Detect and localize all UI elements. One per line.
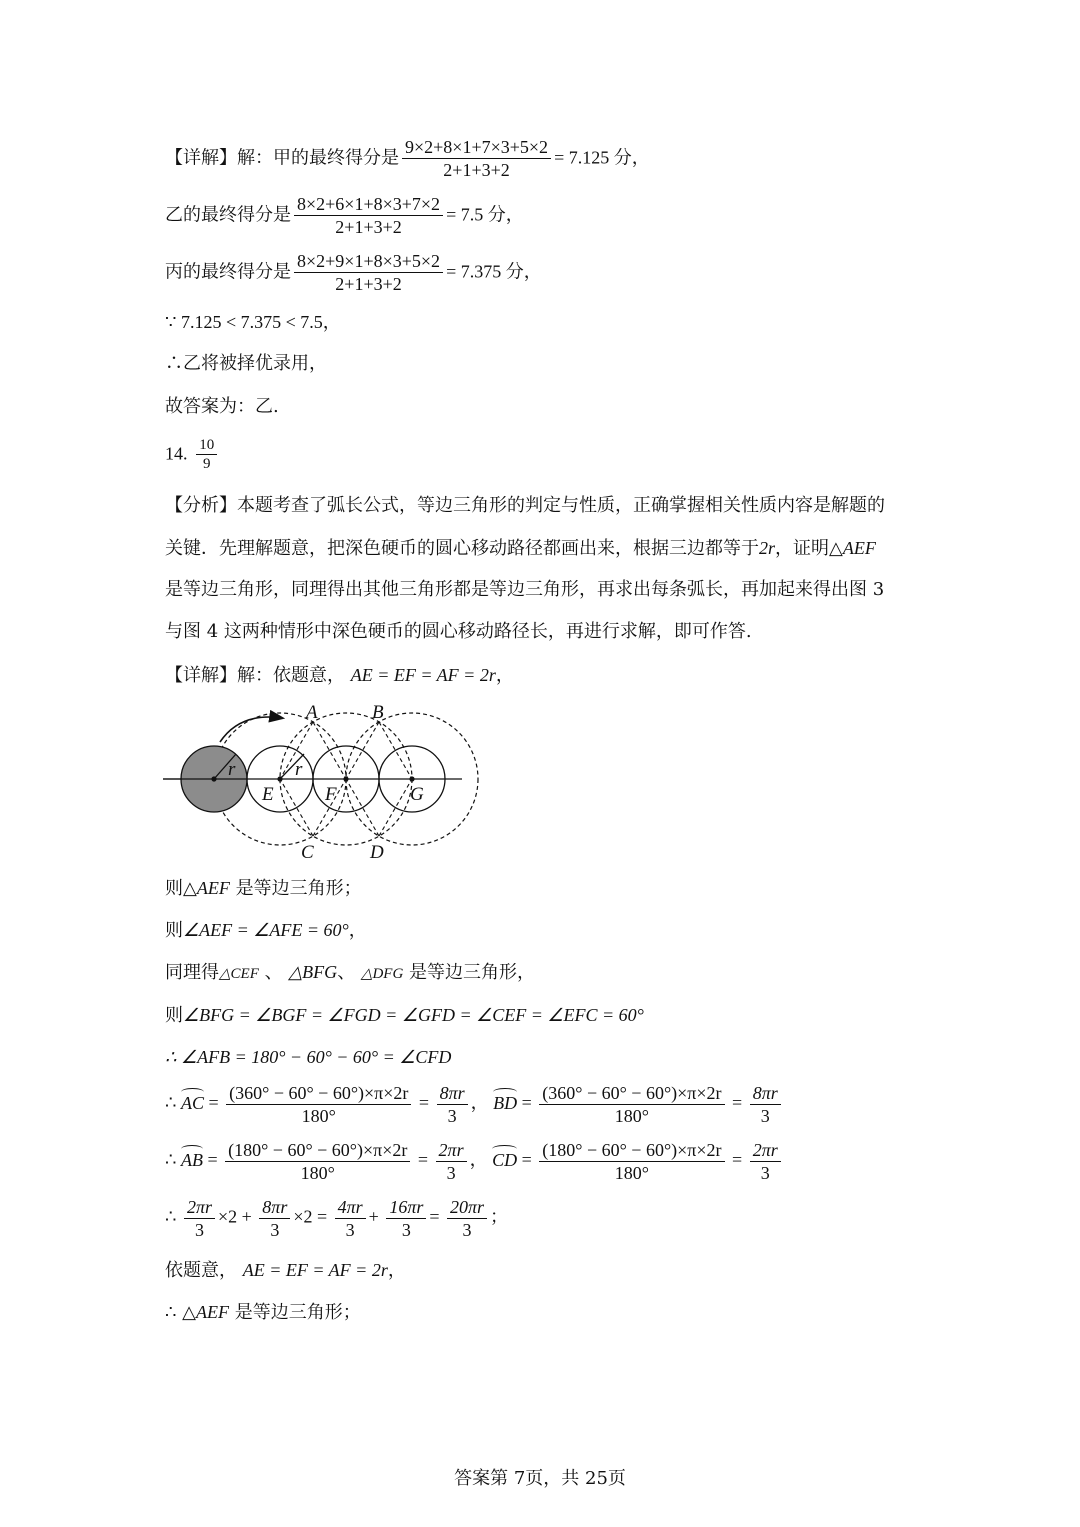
numerator: 9×2+8×1+7×3+5×2	[402, 136, 551, 159]
fraction	[259, 1196, 290, 1241]
arc-ac-bd: ∴ AC = $\frac{(360^\circ - 60^\circ - 60^\circ)\times\pi\times 2r}{180^\circ}$ = $\frac{8\pi r}{3}$ ， BD = $\frac{(360^\circ - 60^\circ - 60^\circ)\times\pi\times 2r}{180^\circ}$ = $\frac{8\pi r}{3}$	[165, 1082, 784, 1127]
result: = 7.125 分，	[554, 147, 650, 168]
stmt-3	[165, 960, 535, 986]
fraction	[294, 193, 443, 238]
fraction	[436, 1139, 467, 1184]
text: 依题意，	[165, 1260, 237, 1281]
line-conclusion: ∴乙将被择优录用，	[165, 353, 327, 374]
denominator: 3	[462, 1220, 472, 1240]
text: ∴ △	[165, 1302, 197, 1323]
math: △BFG	[288, 962, 338, 982]
line-answer: 故答案为：乙.	[165, 396, 279, 417]
label-C: C	[301, 842, 314, 863]
motion-arrow	[220, 717, 282, 742]
detail-2	[165, 663, 514, 688]
denominator: 3	[401, 1220, 411, 1240]
math: AEF	[842, 538, 876, 558]
text: ，	[387, 1260, 406, 1281]
denominator: 180°	[300, 1163, 335, 1183]
analysis-line-1: 【分析】本题考查了弧长公式，等边三角形的判定与性质，正确掌握相关性质内容是解题的	[165, 495, 885, 516]
numerator: 2πr	[750, 1139, 781, 1162]
result: = 7.375 分，	[446, 261, 542, 282]
arc-BD: BD	[493, 1092, 518, 1113]
coin-diagram	[160, 698, 490, 863]
text: 同理得	[165, 962, 219, 983]
denominator: 9	[202, 456, 211, 472]
math: △CEF	[219, 966, 259, 982]
label-B: B	[372, 702, 384, 723]
stmt-4	[165, 1003, 644, 1028]
line-yi-score	[165, 193, 524, 238]
analysis-line-3: 是等边三角形，同理得出其他三角形都是等边三角形，再求出每条弧长，再加起来得出图 3	[165, 579, 885, 600]
op: ×2 +	[217, 1206, 252, 1227]
result: = 7.5 分，	[446, 204, 524, 225]
fraction	[225, 1139, 410, 1184]
denominator: 3	[447, 1106, 457, 1126]
line-compare: ∵ 7.125 < 7.375 < 7.5，	[165, 312, 341, 332]
text: 则	[165, 920, 183, 941]
op: =	[429, 1206, 440, 1227]
text: 则△	[165, 878, 197, 899]
op: ×2 =	[293, 1206, 328, 1227]
label-D: D	[370, 842, 384, 863]
denominator: 180°	[614, 1163, 649, 1183]
equation: AE = EF = AF = 2r	[242, 1260, 388, 1280]
fraction	[294, 250, 443, 295]
math: AEF	[196, 878, 230, 898]
fraction	[750, 1082, 781, 1127]
math: ∠BFG = ∠BGF = ∠FGD = ∠GFD = ∠CEF = ∠EFC = 60°	[183, 1005, 644, 1025]
denominator: 3	[760, 1106, 770, 1126]
math: 2r	[759, 538, 776, 558]
arc-CD: CD	[492, 1149, 518, 1170]
denominator: 2+1+3+2	[443, 160, 510, 180]
fraction	[226, 1082, 411, 1127]
stmt-5: ∴ ∠AFB = 180° − 60° − 60° = ∠CFD	[165, 1047, 452, 1067]
math: ∠AEF = ∠AFE = 60°	[183, 920, 349, 940]
analysis-line-2	[165, 536, 876, 561]
math: △DFG	[360, 966, 404, 982]
numerator: 8πr	[259, 1196, 290, 1219]
text: 、	[264, 962, 283, 983]
numerator: 2πr	[436, 1139, 467, 1162]
sum-line	[165, 1196, 508, 1241]
text: 关键．先理解题意，把深色硬币的圆心移动路径都画出来，根据三边都等于	[165, 538, 759, 559]
op: +	[368, 1206, 379, 1227]
denominator: 3	[760, 1163, 770, 1183]
denominator: 3	[270, 1220, 280, 1240]
numerator: 20πr	[447, 1196, 487, 1219]
final-1	[165, 1258, 406, 1283]
numerator: 4πr	[335, 1196, 366, 1219]
numerator: 8πr	[750, 1082, 781, 1105]
denominator: 180°	[301, 1106, 336, 1126]
text: 乙的最终得分是	[165, 204, 291, 226]
arc-AC: AC	[180, 1092, 204, 1113]
arc-ab-cd: ∴ AB = $\frac{(180^\circ - 60^\circ - 60^\circ)\times\pi\times 2r}{180^\circ}$ = $\frac{2\pi r}{3}$ ， CD = $\frac{(180^\circ - 60^\circ - 60^\circ)\times\pi\times 2r}{180^\circ}$ = $\frac{2\pi r}{3}$	[165, 1139, 784, 1184]
math: AEF	[196, 1302, 230, 1322]
text: 是等边三角形，	[403, 962, 536, 983]
label-G: G	[410, 784, 424, 805]
denominator: 3	[446, 1163, 456, 1183]
text: 则	[165, 1005, 183, 1026]
therefore: ∴	[165, 1092, 177, 1113]
label-r-dark: r	[228, 759, 236, 780]
denominator: 3	[194, 1220, 204, 1240]
line-jia-score	[165, 136, 650, 181]
label-r-E: r	[295, 759, 303, 780]
fraction	[335, 1196, 366, 1241]
analysis-line-4: 与图 4 这两种情形中深色硬币的圆心移动路径长，再进行求解，即可作答.	[165, 621, 752, 642]
question-number: 14.	[165, 443, 188, 464]
text: ，证明△	[775, 538, 843, 559]
numerator: 10	[196, 436, 217, 455]
fraction	[750, 1139, 781, 1184]
fraction	[184, 1196, 215, 1241]
detail-tag: 【详解】	[165, 147, 237, 169]
page-footer: 答案第 7页，共 25页	[454, 1468, 626, 1489]
numerator: 8πr	[437, 1082, 468, 1105]
numerator: (360° − 60° − 60°)×π×2r	[226, 1082, 411, 1105]
detail-tag: 【详解】	[165, 665, 237, 686]
fraction	[447, 1196, 487, 1241]
final-2	[165, 1300, 361, 1325]
equation: AE = EF = AF = 2r	[350, 665, 496, 685]
text: ，	[495, 665, 514, 686]
denominator: 3	[345, 1220, 355, 1240]
numerator: (180° − 60° − 60°)×π×2r	[539, 1139, 724, 1162]
fraction	[539, 1139, 724, 1184]
text: 解：甲的最终得分是	[237, 147, 399, 169]
label-F: F	[325, 784, 337, 805]
therefore: ∴	[165, 1206, 177, 1227]
fraction	[386, 1196, 426, 1241]
numerator: 8×2+9×1+8×3+5×2	[294, 250, 443, 273]
numerator: 2πr	[184, 1196, 215, 1219]
op: ；	[490, 1206, 509, 1227]
fraction	[402, 136, 551, 181]
numerator: 8×2+6×1+8×3+7×2	[294, 193, 443, 216]
fraction	[437, 1082, 468, 1127]
numerator: (360° − 60° − 60°)×π×2r	[539, 1082, 724, 1105]
label-A: A	[306, 702, 318, 723]
numerator: (180° − 60° − 60°)×π×2r	[225, 1139, 410, 1162]
stmt-1	[165, 876, 362, 901]
label-E: E	[262, 784, 274, 805]
question-14	[165, 436, 220, 473]
denominator: 2+1+3+2	[335, 274, 402, 294]
text: 是等边三角形；	[229, 1302, 361, 1323]
arc-AB: AB	[180, 1149, 203, 1170]
denominator: 2+1+3+2	[335, 217, 402, 237]
denominator: 180°	[614, 1106, 649, 1126]
numerator: 16πr	[386, 1196, 426, 1219]
text: 解：依题意，	[237, 665, 345, 686]
line-bing-score	[165, 250, 542, 295]
text: 是等边三角形；	[229, 878, 362, 899]
text: ，	[348, 920, 367, 941]
text: 、	[337, 962, 356, 983]
text: 丙的最终得分是	[165, 261, 291, 283]
answer-fraction	[196, 436, 217, 473]
stmt-2	[165, 918, 367, 943]
fraction	[539, 1082, 724, 1127]
therefore: ∴	[165, 1149, 177, 1170]
